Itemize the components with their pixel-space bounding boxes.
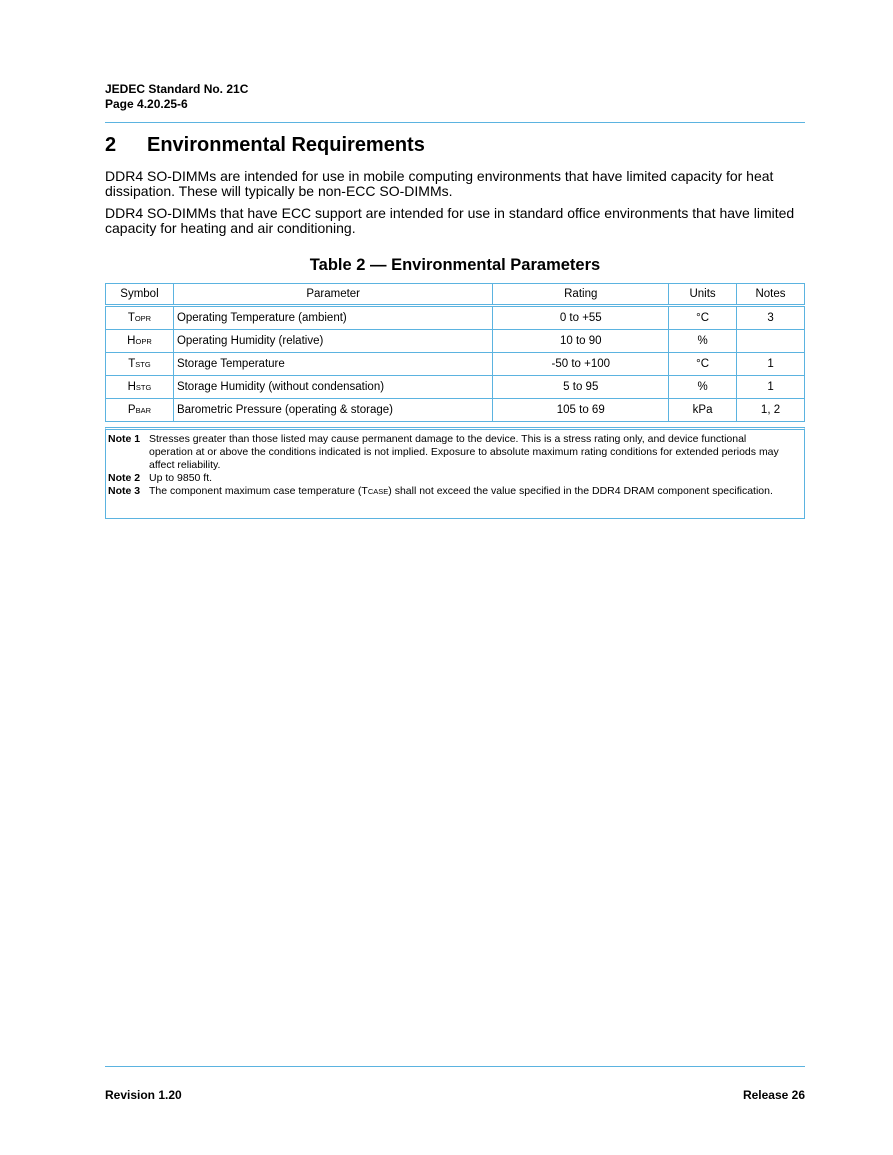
units-cell: kPa <box>669 399 737 422</box>
rating-cell: 10 to 90 <box>493 330 669 353</box>
rating-cell: 0 to +55 <box>493 306 669 330</box>
symbol-cell: TOPR <box>106 306 174 330</box>
note-text: The component maximum case temperature (TCASE) shall not exceed the value specified in the DDR4 DRAM component specification. <box>149 485 773 497</box>
header-rule <box>105 122 805 123</box>
parameter-cell: Storage Humidity (without condensation) <box>173 376 492 399</box>
header-symbol: Symbol <box>106 284 174 306</box>
header-rating: Rating <box>493 284 669 306</box>
header-units: Units <box>669 284 737 306</box>
standard-name: JEDEC Standard No. 21C <box>105 82 249 96</box>
notes-cell: 3 <box>737 306 805 330</box>
table-row <box>106 330 805 353</box>
parameter-cell: Operating Humidity (relative) <box>173 330 492 353</box>
symbol-cell: HSTG <box>106 376 174 399</box>
table-row <box>106 353 805 376</box>
footer-revision: Revision 1.20 <box>105 1088 182 1102</box>
note-label: Note 2 <box>108 472 141 484</box>
footer-release: Release 26 <box>742 1088 805 1102</box>
header-parameter: Parameter <box>173 284 492 306</box>
section-heading <box>105 134 425 157</box>
units-cell: % <box>669 330 737 353</box>
notes-cell <box>737 330 805 353</box>
page-number: Page 4.20.25-6 <box>105 97 188 111</box>
note-text: Up to 9850 ft. <box>149 472 213 484</box>
footer-rule <box>105 1066 805 1067</box>
symbol-cell: TSTG <box>106 353 174 376</box>
units-cell: °C <box>669 353 737 376</box>
table-notes <box>105 427 805 519</box>
table-row <box>106 306 805 330</box>
table-row <box>106 399 805 422</box>
notes-cell: 1 <box>737 376 805 399</box>
paragraph-2: DDR4 SO-DIMMs that have ECC support are intended for use in standard office environments that have limited capacity for heating and air conditioning. <box>105 205 795 236</box>
parameter-cell: Storage Temperature <box>173 353 492 376</box>
note-label: Note 3 <box>108 485 141 497</box>
note-label: Note 1 <box>108 433 141 445</box>
symbol-cell: PBAR <box>106 399 174 422</box>
notes-cell: 1 <box>737 353 805 376</box>
parameter-cell: Barometric Pressure (operating & storage) <box>173 399 492 422</box>
note-3 <box>108 485 786 498</box>
environmental-parameters-table <box>105 283 805 422</box>
notes-cell: 1, 2 <box>737 399 805 422</box>
note-text: Stresses greater than those listed may cause permanent damage to the device. This is a stress rating only, and device functional operation at or above the conditions indicated is not implied. Exposure to absolute maximum rating conditions for extended periods may affect reliability. <box>149 433 779 471</box>
table-row <box>106 376 805 399</box>
section-number: 2 <box>105 134 117 156</box>
paragraph-1: DDR4 SO-DIMMs are intended for use in mobile computing environments that have limited capacity for heat dissipation. These will typically be non-ECC SO-DIMMs. <box>105 168 774 199</box>
rating-cell: -50 to +100 <box>493 353 669 376</box>
symbol-cell: HOPR <box>106 330 174 353</box>
table-header-row <box>106 284 805 306</box>
units-cell: °C <box>669 306 737 330</box>
rating-cell: 5 to 95 <box>493 376 669 399</box>
units-cell: % <box>669 376 737 399</box>
note-2 <box>108 472 786 485</box>
section-title: Environmental Requirements <box>147 134 425 156</box>
note-1 <box>108 433 786 472</box>
rating-cell: 105 to 69 <box>493 399 669 422</box>
table-caption: Table 2 — Environmental Parameters <box>309 256 601 274</box>
page-header <box>105 82 805 112</box>
header-notes: Notes <box>737 284 805 306</box>
parameter-cell: Operating Temperature (ambient) <box>173 306 492 330</box>
